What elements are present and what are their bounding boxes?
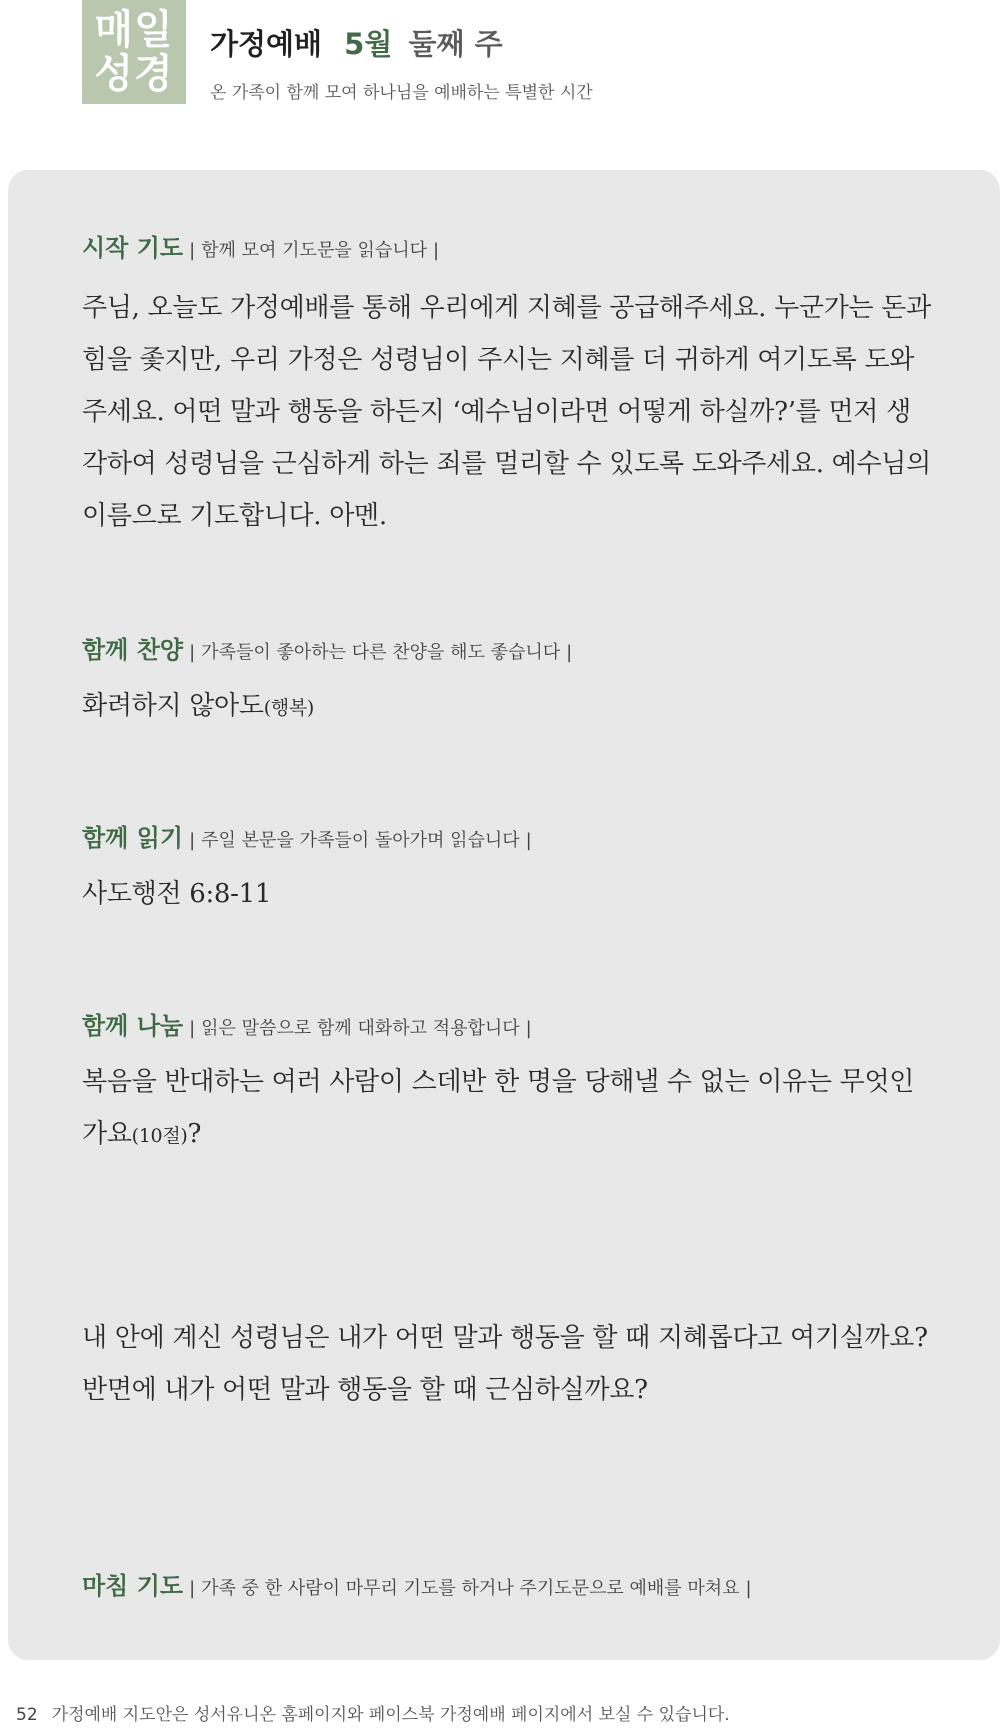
page-footer [16,1700,730,1725]
section-label: 함께 읽기 [82,824,184,852]
section-instruction: 함께 모여 기도문을 읽습니다 [201,240,427,261]
section-instruction: 주일 본문을 가족들이 돌아가며 읽습니다 [201,830,520,851]
logo-line-1: 매일 [94,7,174,53]
opening-prayer-text: 주님, 오늘도 가정예배를 통해 우리에게 지혜를 공급해주세요. 누군가는 돈과 힘을 좇지만, 우리 가정은 성령님이 주시는 지혜를 더 귀하게 여기도록 도와주세요. 어떤 말과 행동을 하든지 ‘예수님이라면 어떻게 하실까?’를 먼저 생각하여 성령님을 근심하게 하는 죄를 멀리할 수 있도록 도와주세요. 예수님의 이름으로 기도합니다. 아멘. [82,293,931,531]
page-title-month: 5월 [344,27,393,61]
question-ref: (10절) [131,1125,188,1147]
footer-note: 가정예배 지도안은 성서유니온 홈페이지와 페이스북 가정예배 페이지에서 보실 수 있습니다. [51,1705,730,1725]
question-text: 복음을 반대하는 여러 사람이 스데반 한 명을 당해낼 수 없는 이유는 무엇인가요 [82,1067,915,1149]
section-label: 마침 기도 [82,1572,184,1600]
section-instruction: 가족 중 한 사람이 마무리 기도를 하거나 주기도문으로 예배를 마쳐요 [201,1578,740,1599]
section-label: 시작 기도 [82,234,184,262]
page-number: 52 [16,1705,38,1725]
page-subtitle: 온 가족이 함께 모여 하나님을 예배하는 특별한 시간 [210,83,593,103]
sharing-question-1 [82,1056,932,1162]
section-label: 함께 나눔 [82,1012,184,1040]
section-instruction: 가족들이 좋아하는 다른 찬양을 해도 좋습니다 [201,642,561,663]
section-instruction: 읽은 말씀으로 함께 대화하고 적용합니다 [201,1018,520,1039]
section-label: 함께 찬양 [82,636,184,664]
praise-heading: 함께 찬양 | 가족들이 좋아하는 다른 찬양을 해도 좋습니다 | [82,636,573,664]
sharing-heading: 함께 나눔 | 읽은 말씀으로 함께 대화하고 적용합니다 | [82,1012,532,1040]
logo-line-2: 성경 [94,51,174,97]
question-end: ? [187,1119,202,1149]
praise-song-title: 화려하지 않아도 [82,691,264,721]
page-title-week: 둘째 주 [408,27,503,61]
reading-passage: 사도행전 6:8-11 [82,879,272,909]
closing-prayer-heading: 마침 기도 | 가족 중 한 사람이 마무리 기도를 하거나 주기도문으로 예배를 마쳐요 | [82,1572,752,1600]
page-title [210,22,503,63]
praise-song-note: (행복) [263,697,315,719]
logo [82,0,186,104]
reading-heading: 함께 읽기 | 주일 본문을 가족들이 돌아가며 읽습니다 | [82,824,532,852]
page-title-main: 가정예배 [210,27,323,61]
sharing-question-2: 내 안에 계신 성령님은 내가 어떤 말과 행동을 할 때 지혜롭다고 여기실까요? 반면에 내가 어떤 말과 행동을 할 때 근심하실까요? [82,1323,928,1405]
praise-song [82,680,932,734]
opening-prayer-heading: 시작 기도 | 함께 모여 기도문을 읽습니다 | [82,234,440,262]
